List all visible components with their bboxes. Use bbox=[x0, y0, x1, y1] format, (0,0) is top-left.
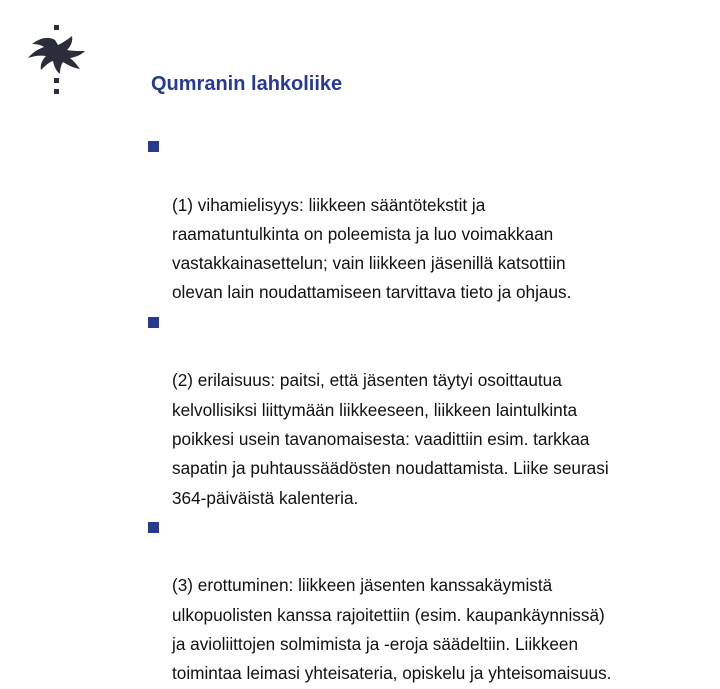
bullet-text: (3) erottuminen: liikkeen jäsenten kanssakäymistä ulkopuolisten kanssa rajoitettiin (esim. kaupankäynnissä) ja avioliittojen solmimista ja -eroja säädeltiin. Liikkeen toimintaa leimasi yhteisateria, opiskelu ja yhteisomaisuus. bbox=[172, 575, 612, 684]
slide-title: Qumranin lahkoliike bbox=[151, 73, 343, 95]
bullet-list bbox=[148, 132, 708, 689]
bullet-text: (1) vihamielisyys: liikkeen sääntötekstit ja raamatuntulkinta on poleemista ja luo voimakkaan vastakkainasettelun; vain liikkeen jäsenillä katsottiin olevan lain noudattamiseen tarvittava tieto ja ohjaus. bbox=[172, 194, 572, 303]
bullet-item bbox=[148, 308, 708, 513]
university-logo-icon bbox=[22, 22, 92, 102]
square-bullet-icon bbox=[148, 141, 159, 152]
square-bullet-icon bbox=[148, 522, 159, 533]
bullet-item bbox=[148, 513, 708, 689]
bullet-text: (2) erilaisuus: paitsi, että jäsenten täytyi osoittautua kelvollisiksi liittymään liikkeeseen, liikkeen laintulkinta poikkesi usein tavanomaisesta: vaadittiin esim. tarkkaa sapatin ja puhtaussäädösten noudattamista. Liike seurasi 364-päiväistä kalenteria. bbox=[172, 370, 609, 508]
bullet-item bbox=[148, 132, 708, 308]
square-bullet-icon bbox=[148, 317, 159, 328]
